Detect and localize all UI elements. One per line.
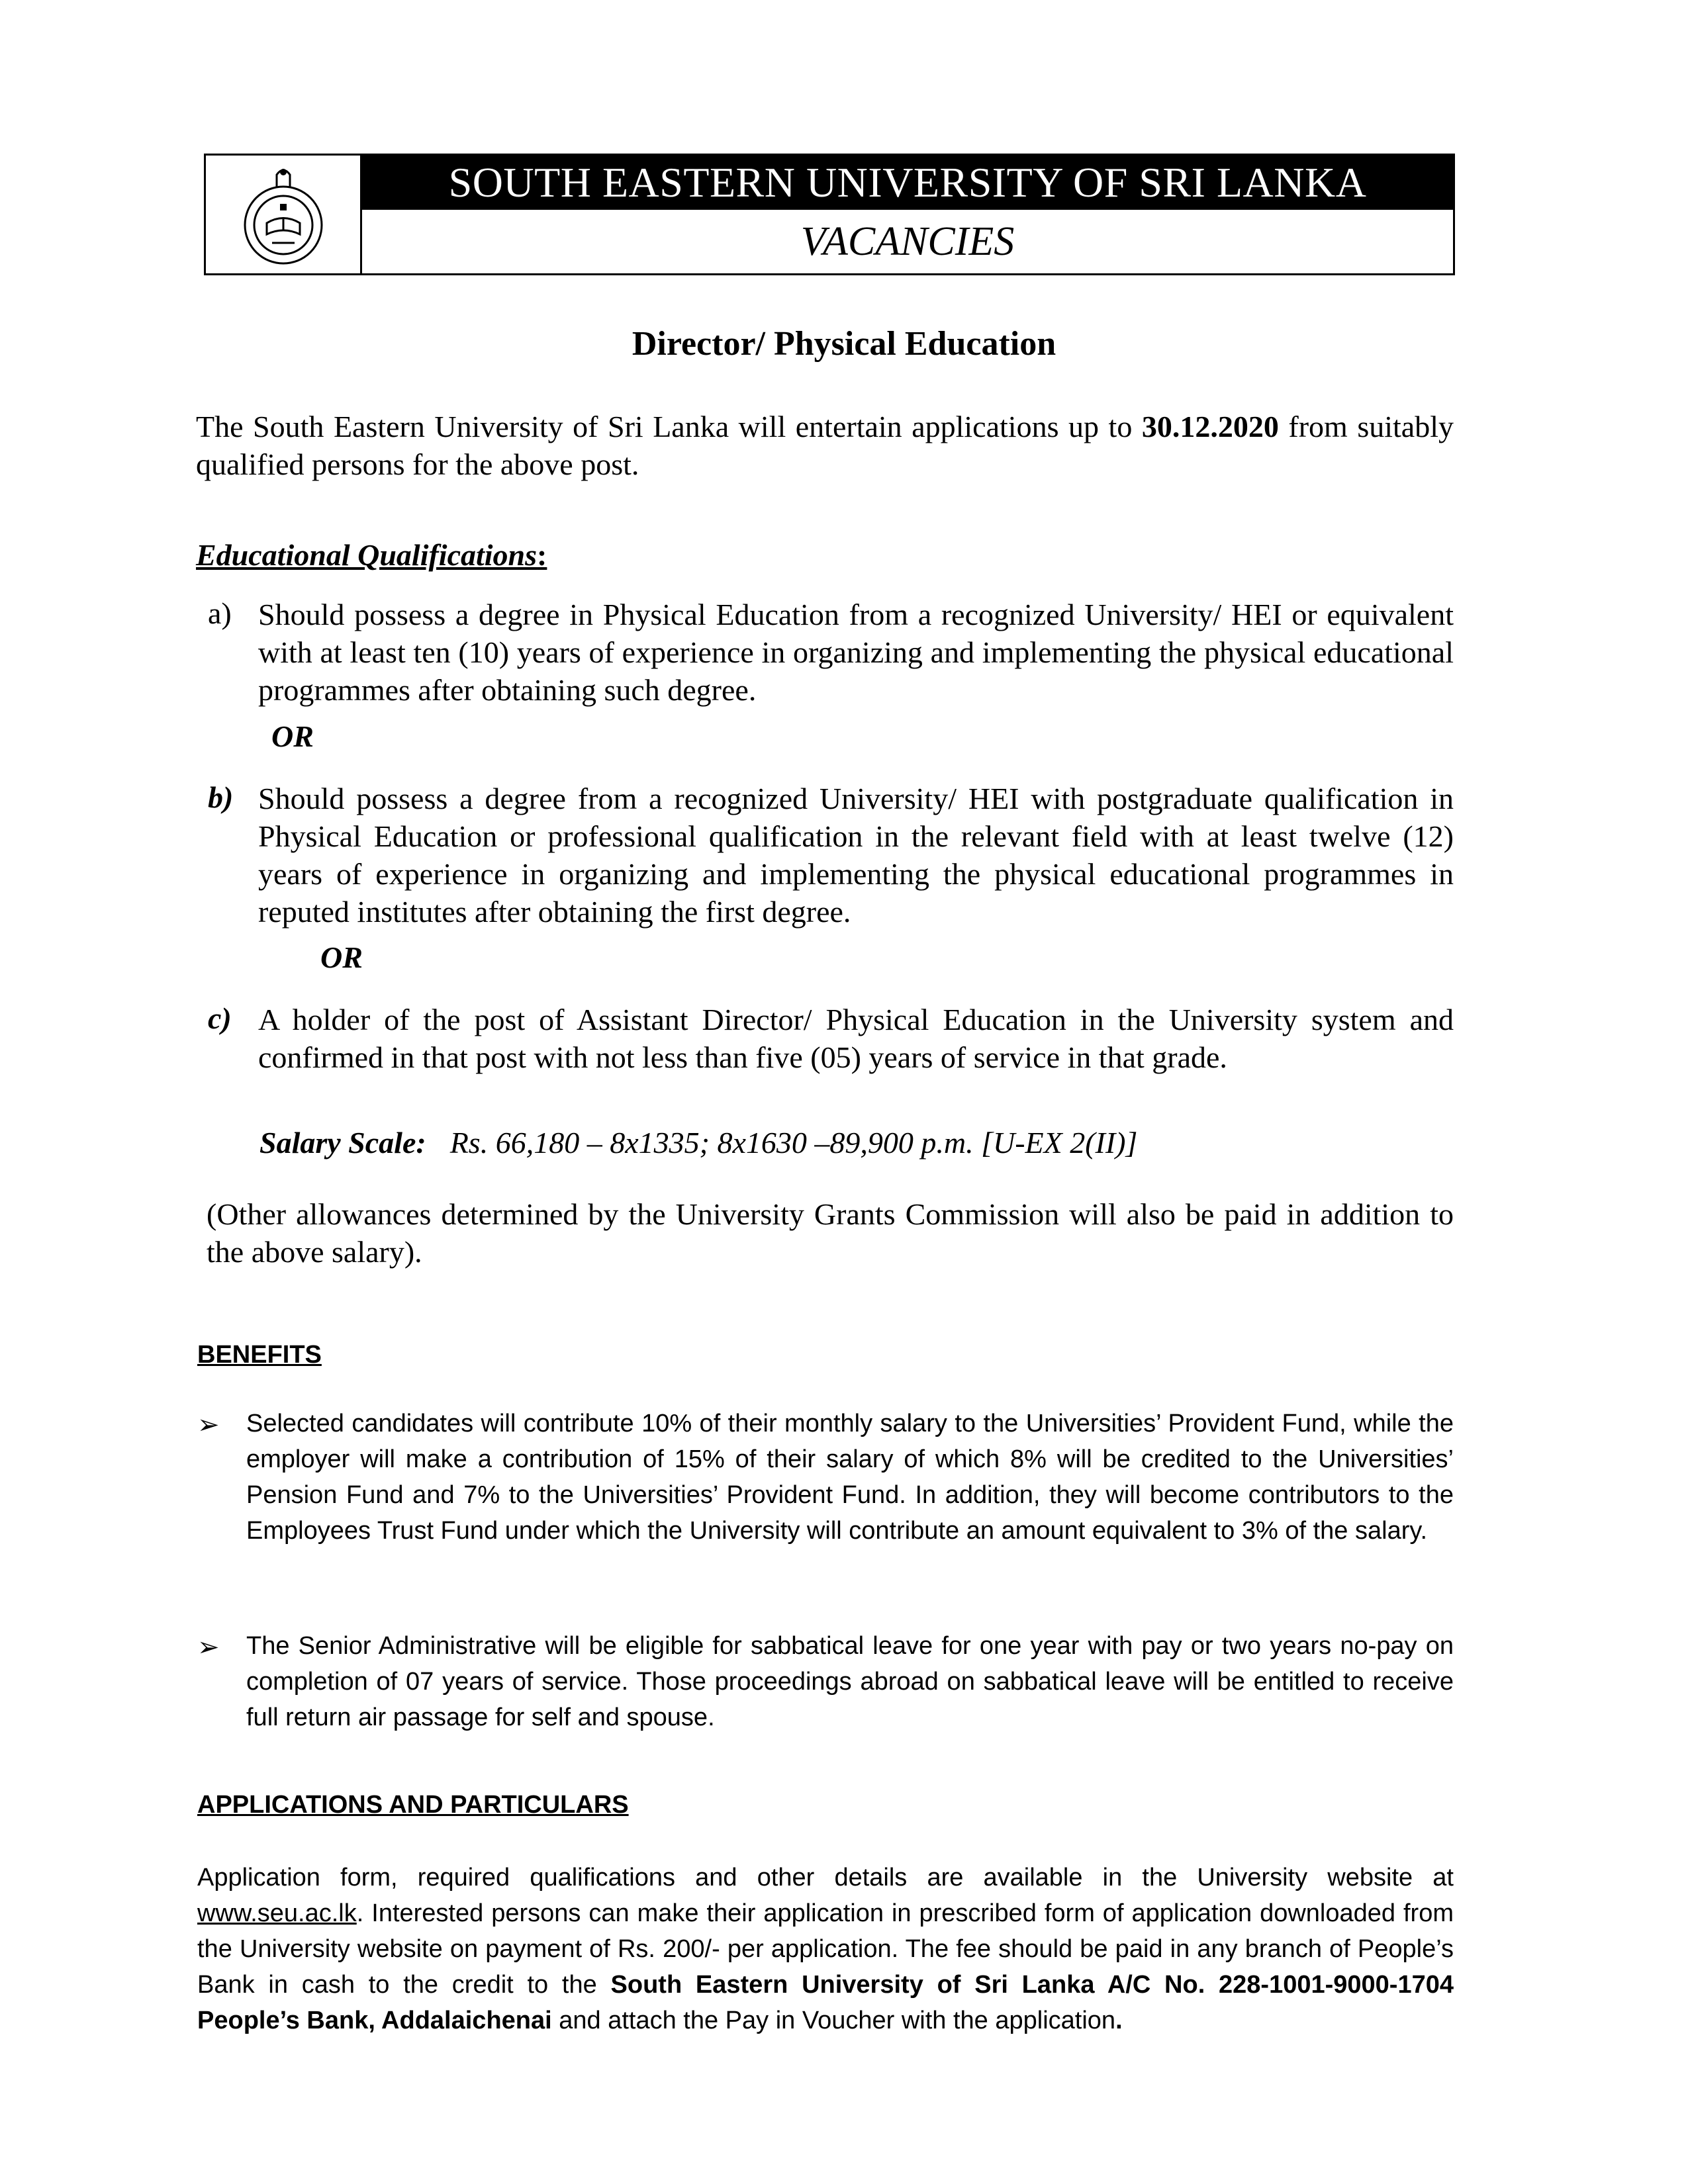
intro-paragraph (196, 408, 1454, 483)
applications-paragraph (197, 1860, 1454, 2038)
university-title: SOUTH EASTERN UNIVERSITY OF SRI LANKA (362, 156, 1453, 210)
header-box (204, 154, 1455, 275)
vacancies-label: VACANCIES (800, 218, 1015, 264)
post-title: Director/ Physical Education (632, 325, 1056, 363)
website-link[interactable]: www.seu.ac.lk (197, 1899, 357, 1927)
qualification-text-b: Should possess a degree from a recognized University/ HEI with postgraduate qualification in Physical Education or professional qualification in the relevant field with at least twelve (12) years of experience in organizing and implementing the physical educational programmes in reputed institutes after obtaining the first degree. (258, 782, 1454, 929)
applications-text-1: Application form, required qualifications and other details are available in the University website at (197, 1864, 1454, 1891)
qualifications-heading: Educational Qualifications: (196, 538, 547, 572)
salary-value: Rs. 66,180 – 8x1335; 8x1630 –89,900 p.m. [U-EX 2(II)] (449, 1126, 1138, 1160)
applications-heading: APPLICATIONS AND PARTICULARS (197, 1791, 629, 1819)
intro-text: The South Eastern University of Sri Lanka will entertain applications up to (196, 410, 1142, 443)
arrow-bullet-icon: ➢ (197, 1632, 220, 1662)
arrow-bullet-icon: ➢ (197, 1410, 220, 1440)
salary-label: Salary Scale: (259, 1126, 426, 1160)
university-crest-icon (240, 160, 326, 269)
qualification-label-a: a) (208, 596, 232, 630)
benefit-item-2: The Senior Administrative will be eligible for sabbatical leave for one year with pay or two years no-pay on completion of 07 years of service. Those proceedings abroad on sabbatical leave will be entitled to receive full return air passage for self and spouse. (246, 1632, 1454, 1731)
salary-scale (259, 1125, 1137, 1160)
applications-text-2: . Interested persons can make their application in prescribed form of application downloaded from the University website on payment of Rs. 200/- per application. The fee should be paid in any branch of People’s Bank in cash to the credit to the (197, 1899, 1454, 1999)
benefit-item-1: Selected candidates will contribute 10% of their monthly salary to the Universities’ Provident Fund, while the employer will make a contribution of 15% of their salary of which 8% will be credited to the Universities’ Pension Fund and 7% to the Universities’ Provident Fund. In addition, they will become contributors to the Employees Trust Fund under which the University will contribute an amount equivalent to 3% of the salary. (246, 1410, 1454, 1545)
closing-date: 30.12.2020 (1141, 410, 1279, 443)
qualification-label-c: c) (208, 1001, 232, 1035)
qualification-label-b: b) (208, 780, 234, 814)
or-label-2: OR (320, 940, 363, 974)
logo-cell (206, 156, 362, 273)
bank-account: South Eastern University of Sri Lanka A/C No. 228-1001-9000-1704 People’s Bank, Addalaichenai (197, 1971, 1454, 2034)
applications-end: . (1115, 2007, 1123, 2034)
or-label-1: OR (271, 719, 314, 753)
heading-colon: : (537, 538, 547, 572)
applications-text-3: and attach the Pay in Voucher with the application (551, 2007, 1116, 2034)
benefits-heading: BENEFITS (197, 1341, 322, 1369)
allowances-note: (Other allowances determined by the University Grants Commission will also be paid in addition to the above salary). (207, 1197, 1454, 1269)
intro-text-end: from suitably qualified persons for the above post. (196, 410, 1454, 481)
qualification-text-a: Should possess a degree in Physical Education from a recognized University/ HEI or equivalent with at least ten (10) years of experience in organizing and implementing the physical educational programmes after obtaining such degree. (258, 598, 1454, 707)
qualification-text-c: A holder of the post of Assistant Director/ Physical Education in the University system and confirmed in that post with not less than five (05) years of service in that grade. (258, 1003, 1454, 1074)
